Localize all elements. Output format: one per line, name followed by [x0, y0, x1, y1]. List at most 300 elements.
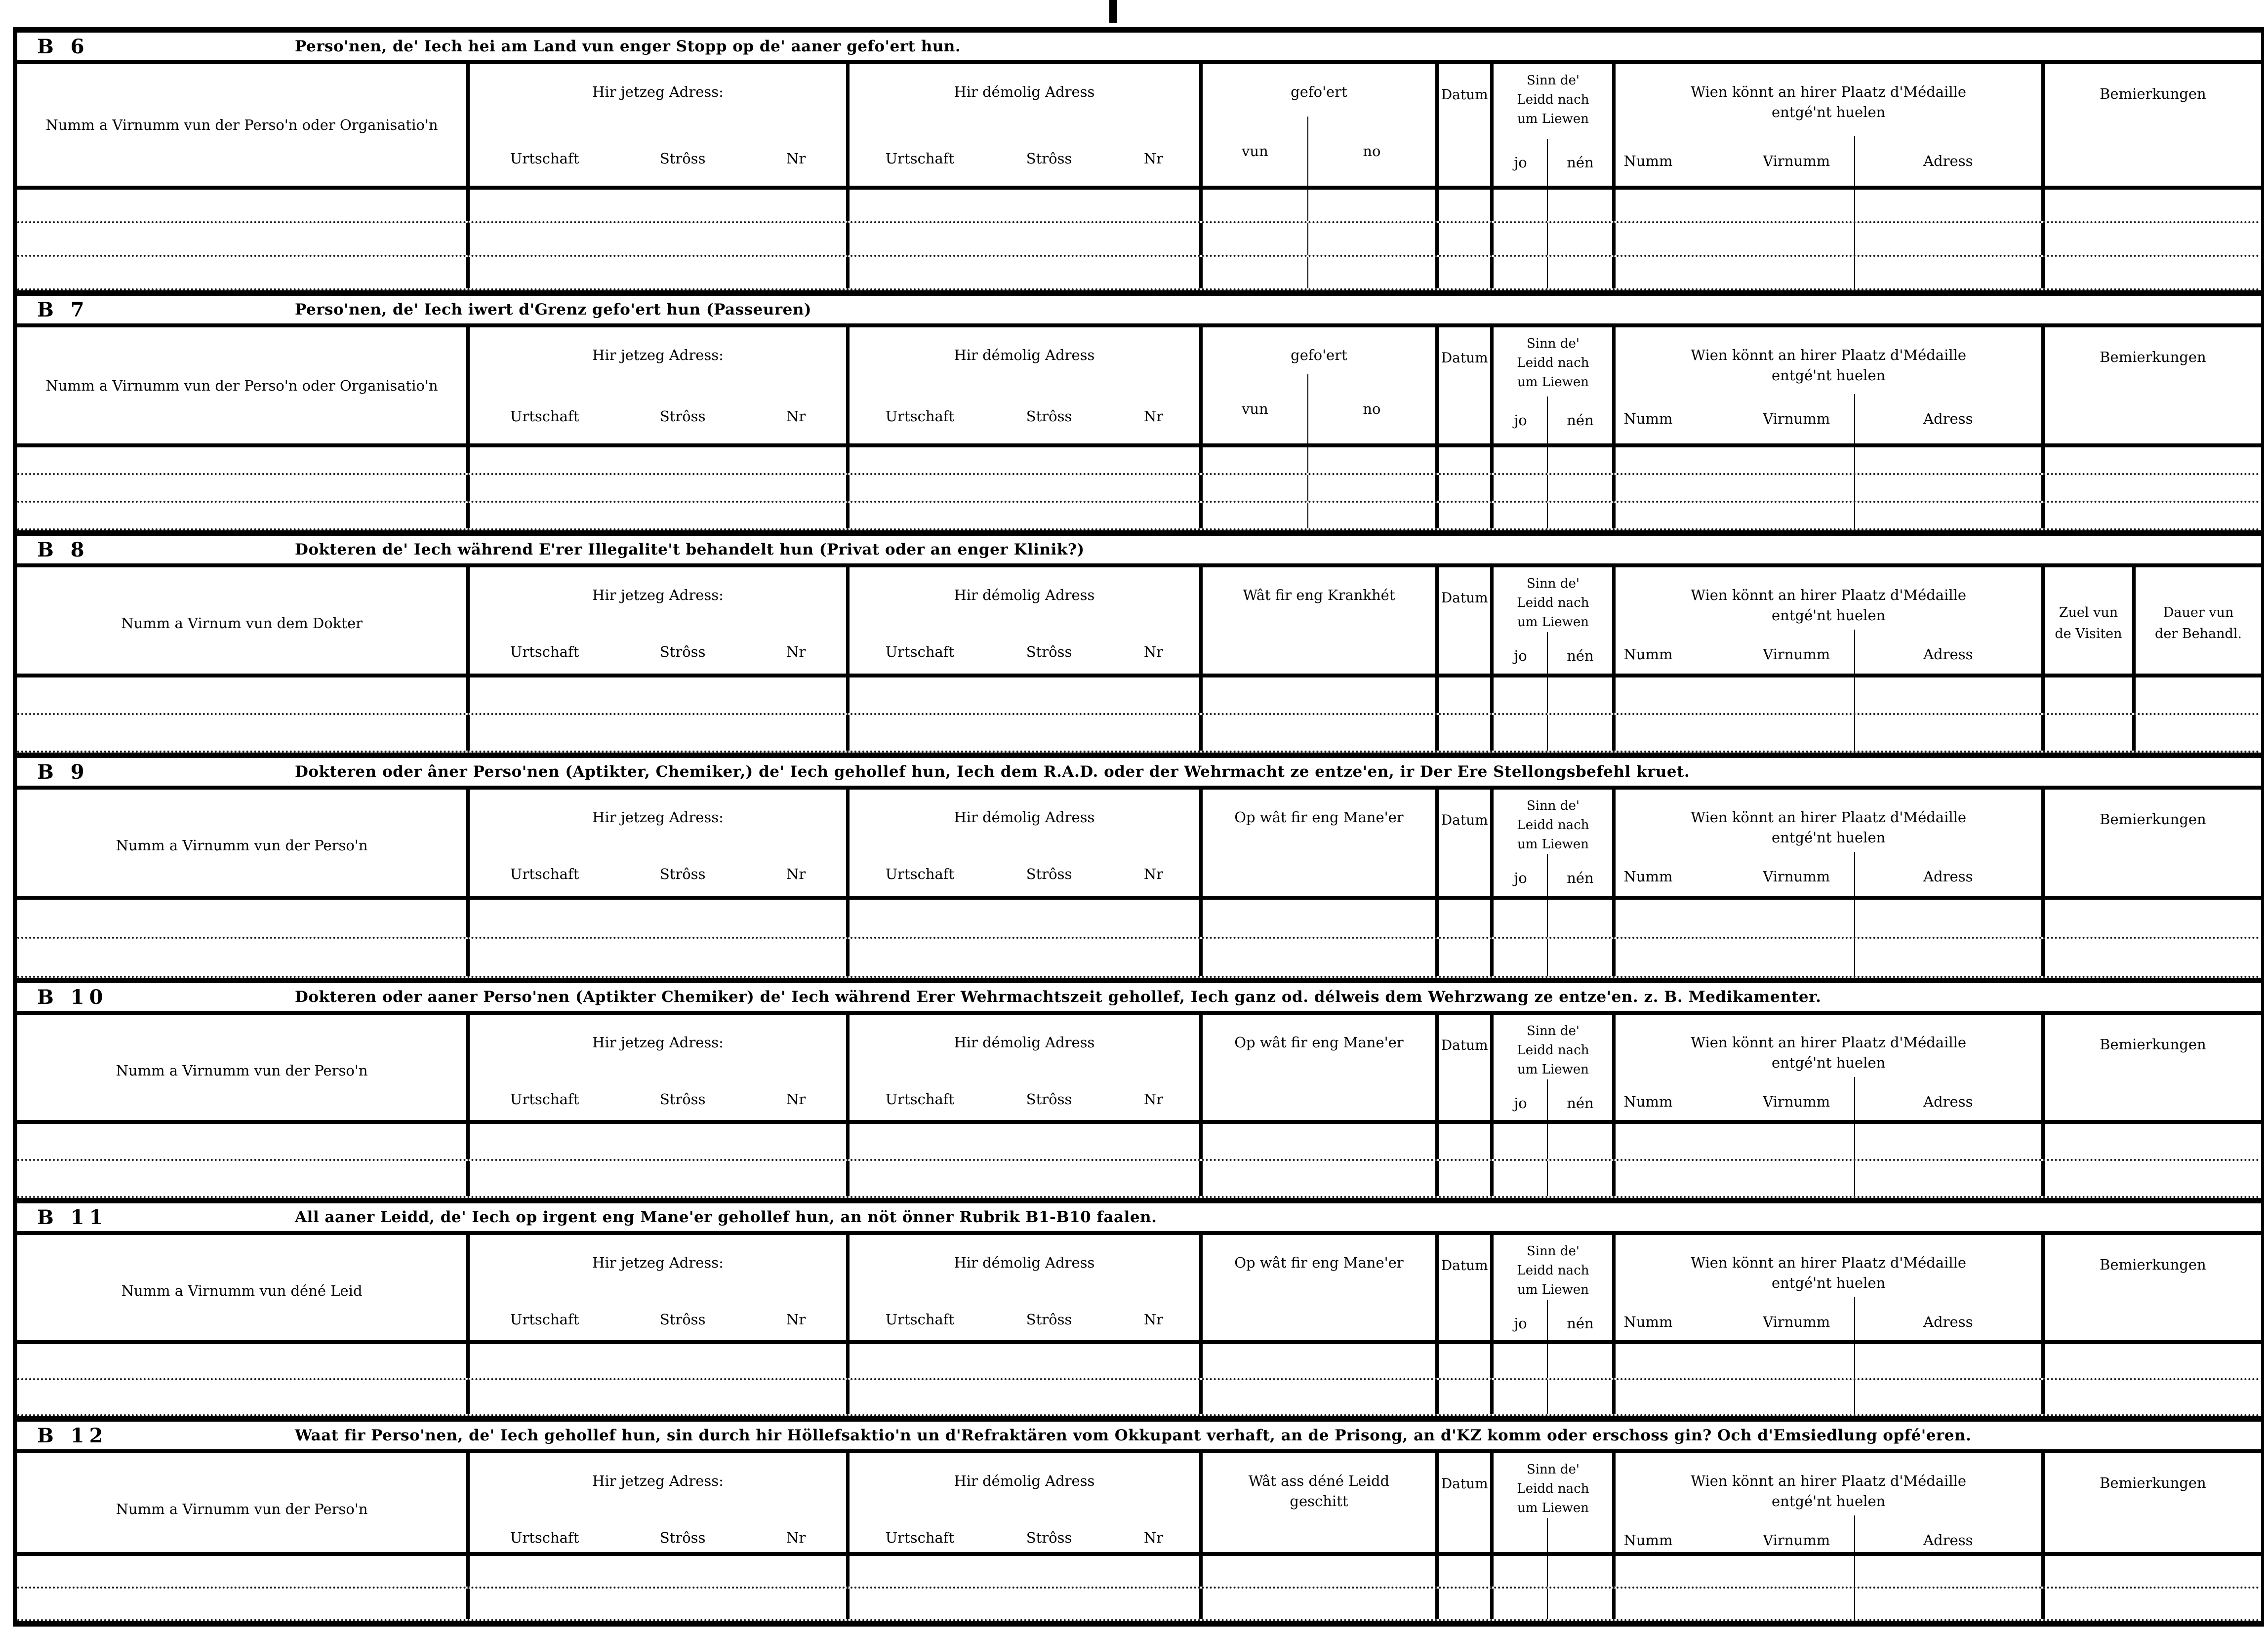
entry-cell — [1439, 1124, 1494, 1159]
entry-cell — [1616, 475, 2044, 501]
column-divider-line — [1547, 1344, 1548, 1378]
sinn-column-header — [1494, 1453, 1616, 1565]
entry-cell — [1203, 1161, 1439, 1196]
entry-cell — [470, 939, 850, 976]
entry-cell — [1494, 1124, 1616, 1159]
subcolumn-label: Strôss — [1026, 1529, 1072, 1546]
subcolumn-label: Adress — [1854, 136, 2041, 186]
wien-label-line: entgé'nt huelen — [1771, 1492, 1886, 1510]
mid-title — [1203, 567, 1435, 605]
entry-row — [17, 1344, 2261, 1380]
subcolumn-label: vun — [1242, 143, 1268, 159]
column-divider-line — [1547, 1556, 1548, 1587]
wien-label — [1616, 327, 2041, 385]
addr2-column-header — [850, 1235, 1203, 1347]
subcolumn-label: Urtschaft — [885, 150, 955, 167]
entry-cell — [850, 1589, 1203, 1619]
section-b7 — [17, 290, 2261, 530]
name-column-label: Numm a Virnumm vun déné Leid — [121, 1282, 363, 1299]
subcolumn-label: Nr — [1143, 866, 1164, 882]
entry-cell — [17, 939, 470, 976]
subcolumn-label: Urtschaft — [510, 643, 579, 660]
entry-cell — [1203, 1589, 1439, 1619]
subcolumn-label: Numm — [1623, 646, 1673, 663]
entry-row — [17, 1124, 2261, 1161]
subcolumn-label: Virnumm — [1763, 1314, 1830, 1330]
entry-cell — [1616, 1589, 2044, 1619]
entry-cell — [2045, 223, 2261, 255]
addr1-subheaders — [470, 1311, 846, 1347]
entry-cell — [1439, 1556, 1494, 1587]
subcolumn-label: Strôss — [1026, 643, 1072, 660]
entry-row — [17, 939, 2261, 978]
column-divider-line — [1547, 677, 1548, 713]
subcolumn-label: nén — [1547, 397, 1612, 443]
subcolumn-label: Nr — [1143, 408, 1164, 425]
sinn-label-line: um Liewen — [1517, 1062, 1589, 1077]
entry-row — [17, 223, 2261, 257]
subcolumn-label: Nr — [1143, 643, 1164, 660]
entry-cell — [1439, 900, 1494, 937]
entry-cell — [17, 1161, 470, 1196]
scan-artifact-tick — [1109, 0, 1117, 23]
entry-cell — [17, 1344, 470, 1378]
subcolumn-label: Numm — [1623, 410, 1673, 427]
entry-cell — [1616, 1556, 2044, 1587]
addr2-column-header — [850, 790, 1203, 901]
section-b11 — [17, 1198, 2261, 1416]
wien-left-subheaders — [1616, 1077, 1854, 1126]
section-header — [17, 1453, 2261, 1556]
entry-cell — [850, 1556, 1203, 1587]
bemierkungen-column-header — [2045, 1453, 2261, 1565]
wien-label-line: entgé'nt huelen — [1771, 829, 1886, 846]
mid-column-header — [1203, 1235, 1439, 1347]
section-id: B 9 — [37, 760, 89, 784]
mid-title-line: Wât fir eng Krankhét — [1243, 587, 1395, 603]
subcolumn-label: Adress — [1854, 394, 2041, 443]
column-divider-line — [1854, 900, 1855, 937]
tail-label — [2155, 602, 2242, 644]
section-title: All aaner Leidd, de' Iech op irgent eng Mane'er gehollef hun, an nöt önner Rubrik B1-B10 faalen. — [295, 1208, 1157, 1226]
entry-cell — [2045, 900, 2261, 937]
entry-cell — [1203, 190, 1439, 221]
mid-title — [1203, 1235, 1435, 1273]
entry-cell — [1616, 1344, 2044, 1378]
subcolumn-label: Urtschaft — [885, 1311, 955, 1328]
entry-cell — [2045, 447, 2261, 473]
addr1-subheaders — [470, 1091, 846, 1126]
subcolumn-label: jo — [1514, 154, 1527, 171]
entry-cell — [17, 223, 470, 255]
name-column-header — [17, 64, 470, 186]
wien-label — [1616, 567, 2041, 625]
sinn-column-header — [1494, 567, 1616, 679]
bemierkungen-label: Bemierkungen — [2100, 85, 2206, 102]
sinn-label-line: um Liewen — [1517, 1501, 1589, 1515]
entry-cell — [1203, 257, 1439, 288]
wien-label — [1616, 790, 2041, 847]
entry-cell — [1494, 677, 1616, 713]
name-column-header — [17, 1235, 470, 1347]
entry-cell — [17, 503, 470, 528]
entry-cell — [1439, 475, 1494, 501]
column-divider-line — [1307, 190, 1308, 221]
entry-cell — [17, 715, 470, 751]
entry-cell — [2045, 257, 2261, 288]
sinn-label-line: um Liewen — [1517, 837, 1589, 852]
subcolumn-label: no — [1307, 117, 1435, 186]
entry-cell — [1203, 1344, 1439, 1378]
addr1-subheaders — [470, 643, 846, 679]
entry-cell — [2045, 1589, 2261, 1619]
sinn-label-line: Sinn de' — [1526, 1244, 1580, 1259]
addr2-title: Hir démolig Adress — [954, 83, 1095, 100]
section-title-row — [17, 1203, 2261, 1235]
entry-row — [17, 257, 2261, 290]
entry-cell — [850, 1124, 1203, 1159]
subcolumn-label: Nr — [786, 408, 806, 425]
addr1-column-header — [470, 1235, 850, 1347]
section-header — [17, 790, 2261, 900]
name-column-header — [17, 1453, 470, 1565]
entry-cell — [1203, 715, 1439, 751]
section-b8 — [17, 530, 2261, 753]
column-divider-line — [1854, 1556, 1855, 1587]
addr1-title: Hir jetzeg Adress: — [592, 1034, 724, 1051]
subcolumn-label: Nr — [1143, 1529, 1164, 1546]
subcolumn-label: Strôss — [1026, 150, 1072, 167]
wien-left-subheaders — [1616, 394, 1854, 443]
column-divider-line — [1547, 1380, 1548, 1414]
subcolumn-label: Nr — [786, 1311, 806, 1328]
subcolumn-label: Strôss — [659, 1311, 706, 1328]
sinn-subheaders — [1494, 632, 1612, 679]
addr1-column-header — [470, 790, 850, 901]
entry-cell — [1203, 223, 1439, 255]
subcolumn-label: Numm — [1623, 868, 1673, 885]
entry-cell — [470, 715, 850, 751]
entry-cell — [2045, 939, 2261, 976]
entry-row — [17, 1161, 2261, 1198]
subcolumn-label: Adress — [1854, 1077, 2041, 1126]
wien-label — [1616, 1015, 2041, 1073]
bemierkungen-column-header — [2045, 790, 2261, 901]
section-title-row — [17, 983, 2261, 1015]
wien-subheaders — [1616, 394, 2041, 443]
subcolumn-label: Urtschaft — [510, 866, 579, 882]
column-divider-line — [1547, 939, 1548, 976]
subcolumn-label: Adress — [1854, 1297, 2041, 1347]
entry-cell — [1439, 257, 1494, 288]
addr2-title: Hir démolig Adress — [954, 1034, 1095, 1051]
subcolumn-label: jo — [1514, 869, 1527, 886]
entry-cell — [2045, 715, 2136, 751]
addr2-title: Hir démolig Adress — [954, 347, 1095, 363]
addr2-subheaders — [850, 866, 1199, 901]
entry-cell — [1494, 939, 1616, 976]
entry-cell — [2045, 677, 2136, 713]
wien-label — [1616, 1453, 2041, 1511]
entry-cell — [470, 503, 850, 528]
addr1-column-header — [470, 327, 850, 443]
column-divider-line — [1854, 503, 1855, 528]
entry-cell — [850, 939, 1203, 976]
entry-cell — [1439, 1380, 1494, 1414]
entry-cell — [2045, 1124, 2261, 1159]
subcolumn-label: Virnumm — [1763, 868, 1830, 885]
entry-cell — [1616, 939, 2044, 976]
section-header — [17, 64, 2261, 190]
wien-left-subheaders — [1616, 136, 1854, 186]
mid-column-header — [1203, 567, 1439, 679]
sinn-label-line: um Liewen — [1517, 1282, 1589, 1297]
subcolumn-label: Strôss — [659, 643, 706, 660]
entry-cell — [1616, 900, 2044, 937]
column-divider-line — [1854, 939, 1855, 976]
tail-label-line: der Behandl. — [2155, 626, 2242, 641]
entry-cell — [1494, 1556, 1616, 1587]
entry-cell — [850, 447, 1203, 473]
mid-title — [1203, 1453, 1435, 1511]
subcolumn-label: nén — [1547, 1300, 1612, 1347]
datum-column-header — [1439, 790, 1494, 901]
entry-cell — [2045, 190, 2261, 221]
column-divider-line — [1307, 447, 1308, 473]
entry-row — [17, 900, 2261, 939]
subcolumn-label: Numm — [1623, 153, 1673, 169]
subcolumn-label: Strôss — [659, 408, 706, 425]
entry-cell — [470, 223, 850, 255]
entry-cell — [1203, 939, 1439, 976]
subcolumn-label: Urtschaft — [885, 1091, 955, 1108]
subcolumn-label: Virnumm — [1763, 153, 1830, 169]
section-b9 — [17, 753, 2261, 978]
mid-title — [1203, 1015, 1435, 1053]
column-divider-line — [1307, 503, 1308, 528]
column-divider-line — [1547, 1589, 1548, 1619]
sinn-label-line: Leidd nach — [1517, 92, 1589, 107]
wien-subheaders — [1616, 1297, 2041, 1347]
entry-cell — [2045, 475, 2261, 501]
entry-cell — [1203, 1380, 1439, 1414]
entry-cell — [2045, 1380, 2261, 1414]
section-title-row — [17, 1422, 2261, 1453]
entry-cell — [1203, 503, 1439, 528]
bemierkungen-label: Bemierkungen — [2100, 1036, 2206, 1053]
subcolumn-label: jo — [1514, 647, 1527, 664]
sinn-subheaders — [1494, 1079, 1612, 1126]
bemierkungen-label: Bemierkungen — [2100, 1474, 2206, 1491]
subcolumn-label: Nr — [786, 866, 806, 882]
addr1-column-header — [470, 1453, 850, 1565]
column-divider-line — [1547, 257, 1548, 288]
addr1-title: Hir jetzeg Adress: — [592, 809, 724, 826]
entry-cell — [1439, 1344, 1494, 1378]
wien-label-line: entgé'nt huelen — [1771, 1054, 1886, 1071]
subcolumn-label: Urtschaft — [510, 408, 579, 425]
entry-cell — [850, 677, 1203, 713]
subcolumn-label: Numm — [1623, 1532, 1673, 1549]
addr1-subheaders — [470, 408, 846, 443]
section-b10 — [17, 978, 2261, 1198]
entry-cell — [2045, 1556, 2261, 1587]
sinn-label — [1494, 1453, 1612, 1518]
mid-title-line: Op wât fir eng Mane'er — [1234, 1254, 1404, 1271]
wien-column-header — [1616, 1015, 2044, 1126]
visits-column-header — [2045, 567, 2136, 679]
sinn-label-line: Leidd nach — [1517, 596, 1589, 610]
wien-label — [1616, 1235, 2041, 1293]
wien-label-line: entgé'nt huelen — [1771, 606, 1886, 624]
addr1-subheaders — [470, 150, 846, 186]
entry-cell — [1203, 475, 1439, 501]
entry-cell — [470, 447, 850, 473]
entry-row — [17, 503, 2261, 530]
sinn-label-line: Leidd nach — [1517, 356, 1589, 370]
wien-subheaders — [1616, 852, 2041, 901]
wien-label-line: Wien könnt an hirer Plaatz d'Médaille — [1691, 587, 1967, 603]
section-title-row — [17, 33, 2261, 64]
wien-column-header — [1616, 567, 2044, 679]
entry-row — [17, 1380, 2261, 1416]
column-divider-line — [1307, 475, 1308, 501]
section-title: Waat fir Perso'nen, de' Iech gehollef hun, sin durch hir Höllefsaktio'n un d'Refraktären vom Okkupant verhaft, an de Prisong, an d'KZ komm oder erschoss gin? Och d'Emsiedlung opfé'eren. — [295, 1427, 1972, 1444]
mid-title-line: geschitt — [1290, 1492, 1348, 1510]
entry-cell — [2136, 715, 2261, 751]
addr2-column-header — [850, 567, 1203, 679]
tail-label — [2055, 602, 2122, 644]
wien-label-line: Wien könnt an hirer Plaatz d'Médaille — [1691, 1254, 1967, 1271]
entry-cell — [1439, 223, 1494, 255]
section-id: B 10 — [37, 985, 108, 1009]
entry-cell — [1616, 1380, 2044, 1414]
entry-row — [17, 190, 2261, 223]
wien-column-header — [1616, 1453, 2044, 1565]
addr1-title: Hir jetzeg Adress: — [592, 83, 724, 100]
entry-cell — [850, 223, 1203, 255]
subcolumn-label: Strôss — [659, 866, 706, 882]
subcolumn-label: Strôss — [1026, 408, 1072, 425]
subcolumn-label: Virnumm — [1763, 1532, 1830, 1549]
subcolumn-label: Urtschaft — [885, 408, 955, 425]
entry-cell — [470, 257, 850, 288]
subcolumn-label: nén — [1547, 1079, 1612, 1126]
wien-column-header — [1616, 64, 2044, 186]
wien-label-line: Wien könnt an hirer Plaatz d'Médaille — [1691, 1034, 1967, 1051]
entry-row — [17, 677, 2261, 715]
addr2-subheaders — [850, 408, 1199, 443]
entry-cell — [1494, 1344, 1616, 1378]
section-title: Perso'nen, de' Iech iwert d'Grenz gefo'ert hun (Passeuren) — [295, 301, 812, 318]
sinn-column-header — [1494, 1015, 1616, 1126]
entry-cell — [850, 1161, 1203, 1196]
entry-cell — [1494, 257, 1616, 288]
section-title: Perso'nen, de' Iech hei am Land vun enger Stopp op de' aaner gefo'ert hun. — [295, 38, 961, 55]
sinn-column-header — [1494, 327, 1616, 443]
entry-cell — [2045, 1344, 2261, 1378]
wien-left-subheaders — [1616, 852, 1854, 901]
subcolumn-label: Strôss — [1026, 1091, 1072, 1108]
wien-label-line: Wien könnt an hirer Plaatz d'Médaille — [1691, 347, 1967, 363]
entry-cell — [850, 257, 1203, 288]
addr2-subheaders — [850, 1311, 1199, 1347]
entry-cell — [470, 1380, 850, 1414]
addr2-column-header — [850, 327, 1203, 443]
subcolumn-label: Numm — [1623, 1314, 1673, 1330]
sinn-label — [1494, 1235, 1612, 1300]
entry-cell — [17, 677, 470, 713]
addr2-column-header — [850, 64, 1203, 186]
entry-cell — [1616, 223, 2044, 255]
entry-cell — [17, 900, 470, 937]
addr2-column-header — [850, 1453, 1203, 1565]
datum-label: Datum — [1441, 1037, 1488, 1053]
section-title: Dokteren oder aaner Perso'nen (Aptikter Chemiker) de' Iech während Erer Wehrmachtszeit gehollef, Iech ganz od. délweis dem Wehrzwang ze entze'en. z. B. Medikamenter. — [295, 988, 1822, 1006]
sinn-label-line: um Liewen — [1517, 112, 1589, 126]
column-divider-line — [1854, 677, 1855, 713]
entry-cell — [2045, 503, 2261, 528]
sinn-subheaders — [1494, 397, 1612, 443]
section-b6 — [17, 27, 2261, 290]
column-divider-line — [1547, 715, 1548, 751]
datum-label: Datum — [1441, 86, 1488, 103]
entry-row — [17, 447, 2261, 475]
entry-cell — [1494, 1589, 1616, 1619]
column-divider-line — [1547, 190, 1548, 221]
addr2-column-header — [850, 1015, 1203, 1126]
entry-cell — [1494, 715, 1616, 751]
entry-row — [17, 1556, 2261, 1589]
column-divider-line — [1854, 475, 1855, 501]
entry-cell — [17, 1589, 470, 1619]
entry-cell — [850, 900, 1203, 937]
entry-cell — [1439, 715, 1494, 751]
name-column-label: Numm a Virnumm vun der Perso'n — [116, 837, 368, 854]
sinn-label — [1494, 567, 1612, 632]
column-divider-line — [1547, 447, 1548, 473]
entry-cell — [1439, 447, 1494, 473]
column-divider-line — [1854, 1161, 1855, 1196]
column-divider-line — [1854, 223, 1855, 255]
addr1-title: Hir jetzeg Adress: — [592, 587, 724, 603]
entry-cell — [1203, 1124, 1439, 1159]
subcolumn-label: Urtschaft — [510, 150, 579, 167]
subcolumn-label: Virnumm — [1763, 1093, 1830, 1110]
bemierkungen-label: Bemierkungen — [2100, 811, 2206, 828]
mid-column-header — [1203, 327, 1439, 443]
subcolumn-label: Urtschaft — [510, 1529, 579, 1546]
entry-cell — [1616, 1124, 2044, 1159]
entry-row — [17, 475, 2261, 503]
sinn-label-line: Sinn de' — [1526, 336, 1580, 351]
column-divider-line — [1854, 447, 1855, 473]
sinn-label-line: Sinn de' — [1526, 798, 1580, 813]
entry-cell — [850, 715, 1203, 751]
mid-title-line: Op wât fir eng Mane'er — [1234, 1034, 1404, 1051]
entry-cell — [850, 503, 1203, 528]
entry-cell — [17, 190, 470, 221]
entry-cell — [1439, 939, 1494, 976]
entry-cell — [470, 1124, 850, 1159]
entry-cell — [470, 1589, 850, 1619]
wien-column-header — [1616, 1235, 2044, 1347]
entry-cell — [2136, 677, 2261, 713]
section-id: B 8 — [37, 538, 89, 561]
name-column-label: Numm a Virnumm vun der Perso'n oder Organisatio'n — [45, 377, 438, 394]
entry-cell — [1494, 190, 1616, 221]
addr1-column-header — [470, 1015, 850, 1126]
